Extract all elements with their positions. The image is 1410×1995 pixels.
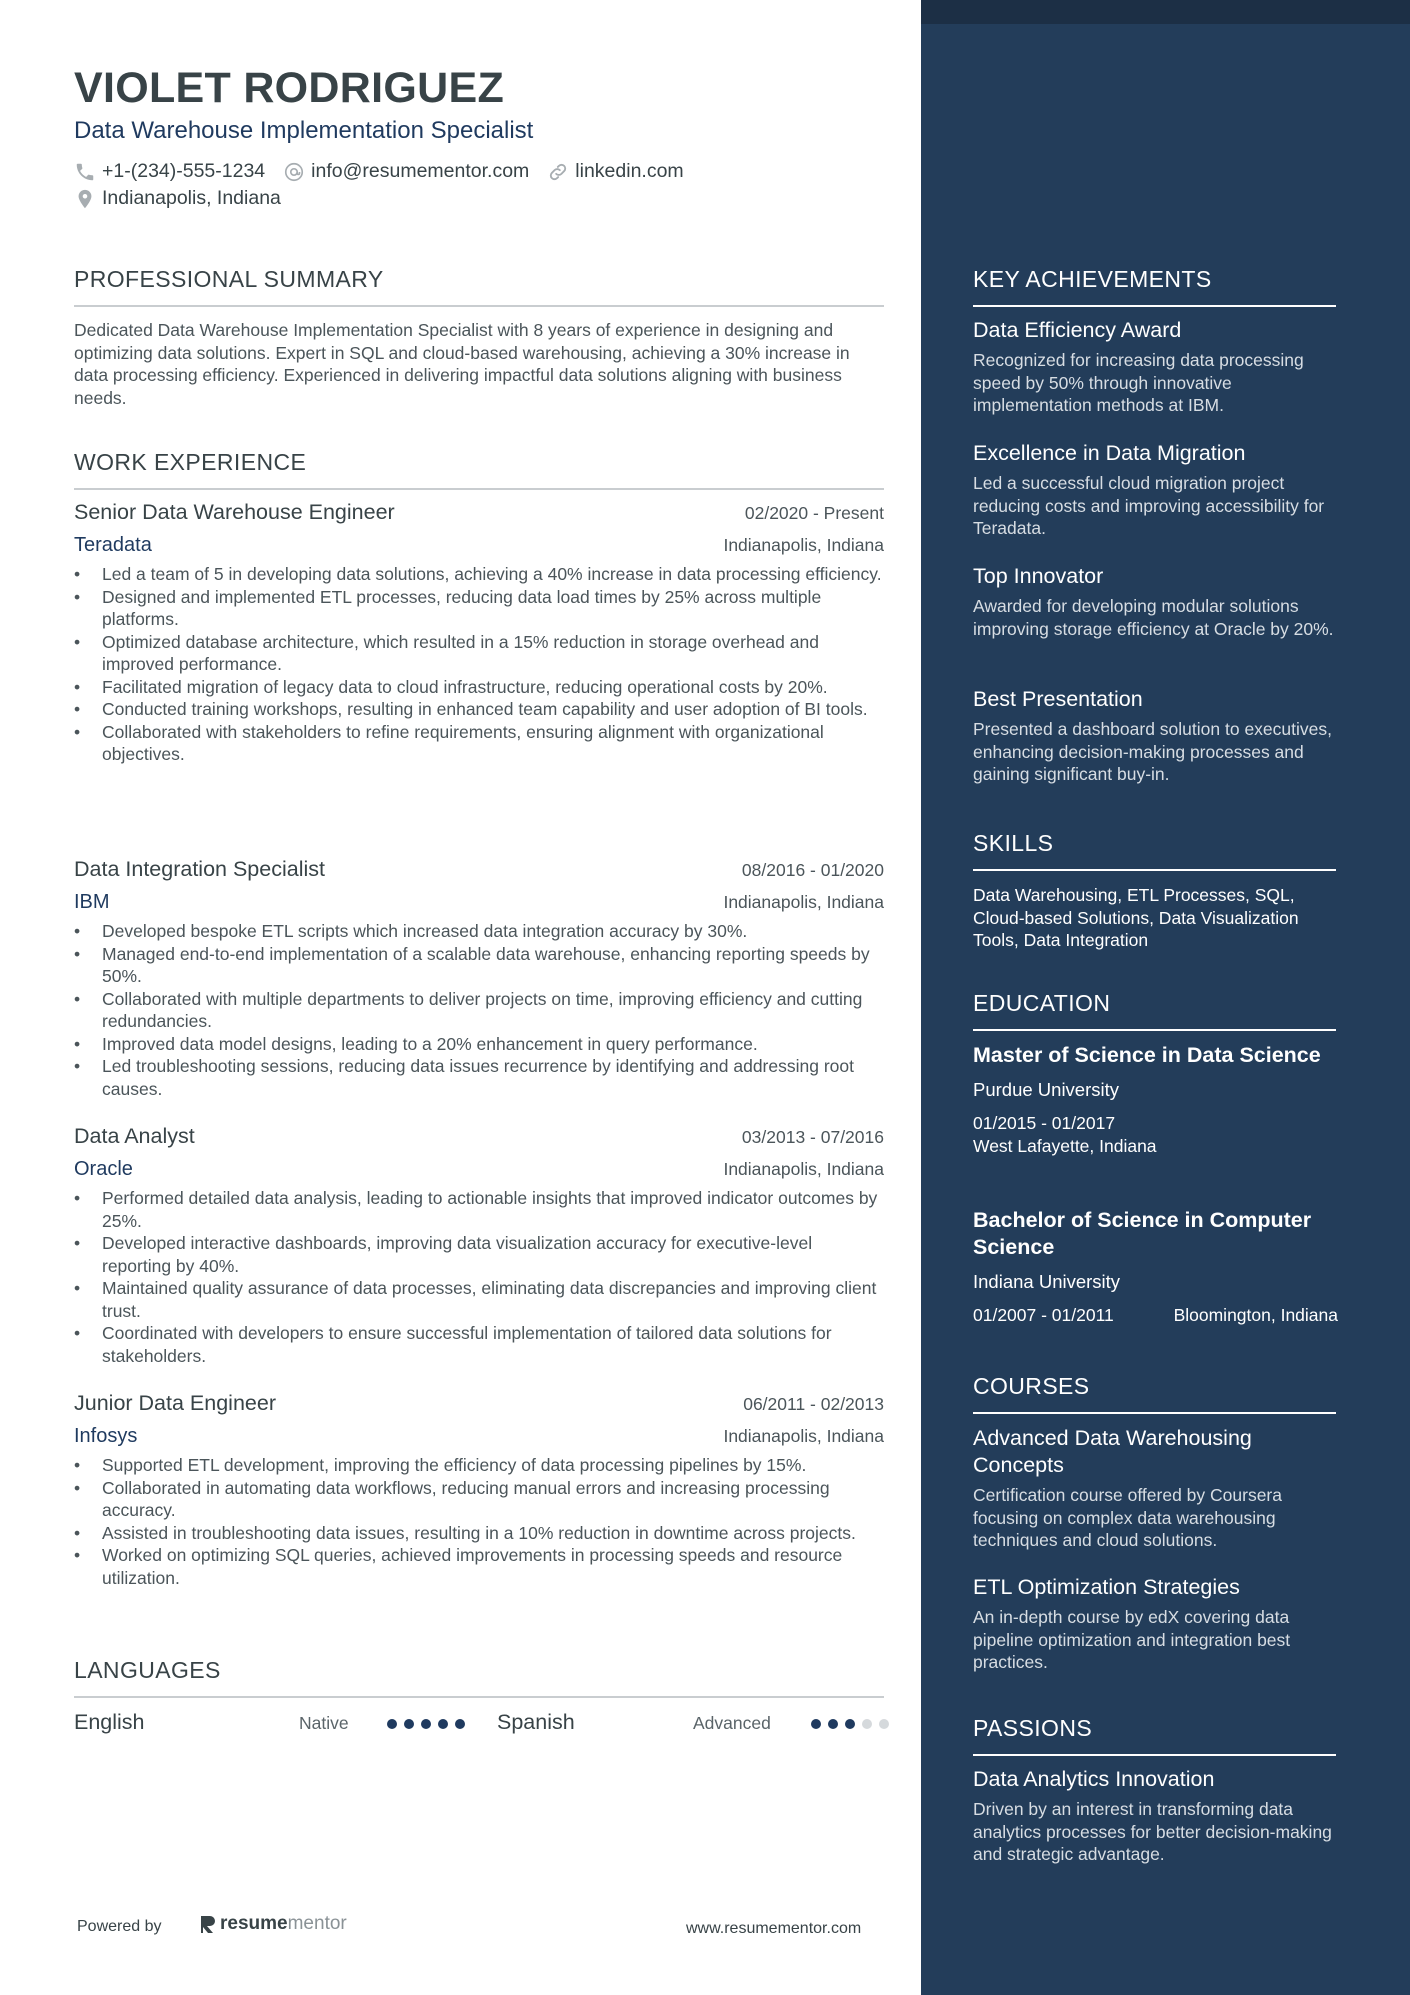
phone-icon <box>74 161 96 183</box>
passion-title: Data Analytics Innovation <box>973 1767 1215 1791</box>
course-item <box>973 1574 1338 1674</box>
education-divider <box>973 1029 1336 1031</box>
email-text[interactable]: info@resumementor.com <box>311 160 530 182</box>
achievement-title: Data Efficiency Award <box>973 318 1182 342</box>
job-bullet: • Maintained quality assurance of data processes, eliminating data discrepancies and improving client trust. <box>74 1277 884 1322</box>
rating-dot-filled <box>438 1719 448 1729</box>
job-bullet: • Optimized database architecture, which resulted in a 15% reduction in storage overhead and improved performance. <box>74 631 884 676</box>
achievements-divider <box>973 305 1336 307</box>
language-name: English <box>74 1710 145 1734</box>
achievement-title: Best Presentation <box>973 687 1143 711</box>
logo-text-mentor: mentor <box>287 1913 347 1934</box>
education-degree: Bachelor of Science in Computer Science <box>973 1208 1312 1259</box>
job-entry <box>74 1124 884 1367</box>
sidebar-top-bar <box>921 0 1410 24</box>
experience-heading: WORK EXPERIENCE <box>74 449 307 475</box>
passion-desc: Driven by an interest in transforming data analytics processes for better decision-making and strategic advantage. <box>973 1799 1332 1864</box>
summary-divider <box>74 305 884 307</box>
rating-dot-filled <box>811 1719 821 1729</box>
job-role: Senior Data Warehouse Engineer <box>74 500 395 524</box>
education-dates: 01/2007 - 01/2011 <box>973 1305 1114 1325</box>
job-bullet: • Conducted training workshops, resulting in enhanced team capability and user adoption of BI tools. <box>74 698 884 721</box>
job-dates: 06/2011 - 02/2013 <box>743 1394 884 1414</box>
education-dates: 01/2015 - 01/2017 <box>973 1113 1116 1133</box>
location-pin-icon <box>74 188 96 210</box>
job-role: Data Analyst <box>74 1124 195 1148</box>
job-bullets <box>74 920 884 1100</box>
at-icon <box>283 161 305 183</box>
job-company: IBM <box>74 891 110 913</box>
passion-item <box>973 1766 1338 1866</box>
course-title: ETL Optimization Strategies <box>973 1575 1240 1599</box>
skills-heading: SKILLS <box>973 830 1054 856</box>
job-location: Indianapolis, Indiana <box>723 1159 884 1179</box>
location-text: Indianapolis, Indiana <box>102 187 281 209</box>
job-bullet: • Improved data model designs, leading to a 20% enhancement in query performance. <box>74 1033 884 1056</box>
job-dates: 02/2020 - Present <box>744 503 884 523</box>
job-bullet: • Managed end-to-end implementation of a scalable data warehouse, enhancing reporting speeds by 50%. <box>74 943 884 988</box>
job-bullet: • Facilitated migration of legacy data to cloud infrastructure, reducing operational costs by 20%. <box>74 676 884 699</box>
contact-phone <box>74 160 265 183</box>
job-bullet: • Developed bespoke ETL scripts which increased data integration accuracy by 30%. <box>74 920 884 943</box>
job-company: Teradata <box>74 534 152 556</box>
education-school: Purdue University <box>973 1079 1120 1100</box>
education-item <box>973 1042 1338 1157</box>
job-location: Indianapolis, Indiana <box>723 535 884 555</box>
rating-dot-filled <box>387 1719 397 1729</box>
job-bullet: • Led a team of 5 in developing data solutions, achieving a 40% increase in data processing efficiency. <box>74 563 884 586</box>
job-entry <box>74 500 884 766</box>
job-bullets <box>74 1454 884 1589</box>
contact-row <box>74 160 702 183</box>
language-rating <box>387 1719 472 1729</box>
education-school: Indiana University <box>973 1271 1121 1292</box>
resumementor-logo[interactable] <box>199 1913 347 1935</box>
logo-text-resume: resume <box>220 1913 288 1934</box>
job-role: Junior Data Engineer <box>74 1391 276 1415</box>
rating-dot-filled <box>828 1719 838 1729</box>
achievement-title: Excellence in Data Migration <box>973 441 1246 465</box>
achievement-desc: Presented a dashboard solution to executives, enhancing decision-making processes and gaining significant buy-in. <box>973 719 1332 784</box>
achievement-title: Top Innovator <box>973 564 1104 588</box>
experience-divider <box>74 488 884 490</box>
job-bullet: • Designed and implemented ETL processes, reducing data load times by 25% across multiple platforms. <box>74 586 884 631</box>
rating-dot-filled <box>455 1719 465 1729</box>
candidate-name: VIOLET RODRIGUEZ <box>74 64 505 112</box>
contact-location <box>74 187 281 210</box>
job-bullets <box>74 563 884 766</box>
skills-divider <box>973 869 1336 871</box>
courses-heading: COURSES <box>973 1373 1090 1399</box>
job-location: Indianapolis, Indiana <box>723 1426 884 1446</box>
achievement-item <box>973 440 1338 540</box>
resumementor-logo-icon <box>199 1914 217 1934</box>
language-level: Advanced <box>693 1713 771 1733</box>
achievement-item <box>973 317 1338 417</box>
languages-row <box>74 1710 884 1740</box>
candidate-title: Data Warehouse Implementation Specialist <box>74 117 534 144</box>
languages-heading: LANGUAGES <box>74 1657 221 1683</box>
footer-url[interactable]: www.resumementor.com <box>686 1920 862 1937</box>
rating-dot-filled <box>421 1719 431 1729</box>
language-rating <box>811 1719 896 1729</box>
job-entry <box>74 857 884 1100</box>
language-name: Spanish <box>497 1710 575 1734</box>
job-company: Infosys <box>74 1425 138 1447</box>
contact-linkedin[interactable] <box>547 160 683 183</box>
contact-email[interactable] <box>283 160 529 183</box>
rating-dot-empty <box>879 1719 889 1729</box>
job-role: Data Integration Specialist <box>74 857 325 881</box>
achievement-desc: Recognized for increasing data processing speed by 50% through innovative implementation methods at IBM. <box>973 350 1304 415</box>
achievement-desc: Led a successful cloud migration project reducing costs and improving accessibility for Teradata. <box>973 473 1325 538</box>
education-degree: Master of Science in Data Science <box>973 1043 1321 1067</box>
job-bullet: • Coordinated with developers to ensure successful implementation of tailored data solutions for stakeholders. <box>74 1322 884 1367</box>
job-dates: 03/2013 - 07/2016 <box>741 1127 884 1147</box>
job-bullet: • Worked on optimizing SQL queries, achieved improvements in processing speeds and resource utilization. <box>74 1544 884 1589</box>
job-bullet: • Collaborated with multiple departments to deliver projects on time, improving efficiency and cutting redundancies. <box>74 988 884 1033</box>
education-location: West Lafayette, Indiana <box>973 1136 1157 1156</box>
contact-row-location <box>74 187 299 210</box>
summary-text: Dedicated Data Warehouse Implementation Specialist with 8 years of experience in designing and optimizing data solutions. Expert in SQL and cloud-based warehousing, achieving a 30% increase in data processing efficiency. Experienced in delivering impactful data solutions aligning with business needs. <box>74 320 850 408</box>
job-bullet: • Assisted in troubleshooting data issues, resulting in a 10% reduction in downtime across projects. <box>74 1522 884 1545</box>
job-bullet: • Developed interactive dashboards, improving data visualization accuracy for executive-level reporting by 40%. <box>74 1232 884 1277</box>
language-level: Native <box>299 1713 349 1733</box>
powered-by-label: Powered by <box>77 1918 162 1935</box>
link-icon <box>547 161 569 183</box>
job-bullet: • Performed detailed data analysis, leading to actionable insights that improved indicator outcomes by 25%. <box>74 1187 884 1232</box>
course-title: Advanced Data Warehousing Concepts <box>973 1426 1252 1477</box>
languages-divider <box>74 1696 884 1698</box>
rating-dot-empty <box>862 1719 872 1729</box>
job-bullet: • Collaborated in automating data workflows, reducing manual errors and increasing processing accuracy. <box>74 1477 884 1522</box>
course-item <box>973 1425 1338 1552</box>
achievement-item <box>973 563 1338 640</box>
summary-heading: PROFESSIONAL SUMMARY <box>74 266 384 292</box>
rating-dot-filled <box>404 1719 414 1729</box>
passions-heading: PASSIONS <box>973 1715 1093 1741</box>
rating-dot-filled <box>845 1719 855 1729</box>
achievements-heading: KEY ACHIEVEMENTS <box>973 266 1212 292</box>
job-location: Indianapolis, Indiana <box>723 892 884 912</box>
education-heading: EDUCATION <box>973 990 1111 1016</box>
job-bullet: • Supported ETL development, improving the efficiency of data processing pipelines by 15%. <box>74 1454 884 1477</box>
course-desc: An in-depth course by edX covering data pipeline optimization and integration best practices. <box>973 1607 1291 1672</box>
phone-text: +1-(234)-555-1234 <box>102 160 266 182</box>
sidebar <box>921 0 1410 1995</box>
linkedin-text[interactable]: linkedin.com <box>575 160 684 182</box>
passions-divider <box>973 1754 1336 1756</box>
job-bullets <box>74 1187 884 1367</box>
achievement-desc: Awarded for developing modular solutions improving storage efficiency at Oracle by 20%. <box>973 596 1334 639</box>
achievement-item <box>973 686 1338 786</box>
job-bullet: • Led troubleshooting sessions, reducing data issues recurrence by identifying and addressing root causes. <box>74 1055 884 1100</box>
job-dates: 08/2016 - 01/2020 <box>741 860 884 880</box>
job-company: Oracle <box>74 1158 133 1180</box>
education-location: Bloomington, Indiana <box>1173 1305 1338 1325</box>
skills-list: Data Warehousing, ETL Processes, SQL, Cloud-based Solutions, Data Visualization Tools, Data Integration <box>973 885 1299 950</box>
job-bullet: • Collaborated with stakeholders to refine requirements, ensuring alignment with organizational objectives. <box>74 721 884 766</box>
job-entry <box>74 1391 884 1589</box>
education-item <box>973 1207 1338 1326</box>
course-desc: Certification course offered by Coursera focusing on complex data warehousing techniques and cloud solutions. <box>973 1485 1282 1550</box>
courses-divider <box>973 1412 1336 1414</box>
